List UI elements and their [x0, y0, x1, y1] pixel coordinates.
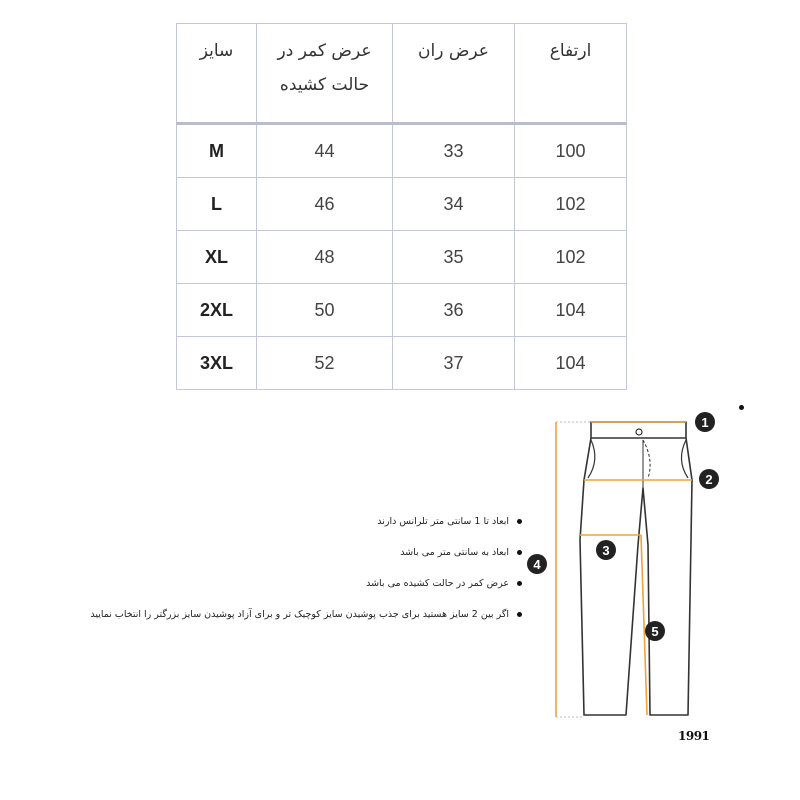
- marker-5-label: 5: [651, 624, 659, 639]
- cell-size: 2XL: [177, 284, 257, 337]
- cell-thigh: 35: [393, 231, 515, 284]
- header-size: سایز: [177, 24, 257, 124]
- note-text: ابعاد تا 1 سانتی متر تلرانس دارند: [377, 516, 509, 527]
- marker-3-label: 3: [602, 543, 610, 558]
- cell-height: 100: [515, 124, 627, 178]
- marker-3: [596, 540, 616, 560]
- marker-4-label: 4: [533, 557, 541, 572]
- header-waist-line1: عرض کمر در: [277, 41, 372, 61]
- cell-thigh: 37: [393, 337, 515, 390]
- cell-waist: 48: [257, 231, 393, 284]
- cell-waist: 50: [257, 284, 393, 337]
- note-text: ابعاد به سانتی متر می باشد: [400, 547, 509, 558]
- cell-height: 102: [515, 178, 627, 231]
- cell-thigh: 34: [393, 178, 515, 231]
- header-height: ارتفاع: [515, 24, 627, 124]
- marker-2: [699, 469, 719, 489]
- cell-thigh: 36: [393, 284, 515, 337]
- marker-2-label: 2: [705, 472, 713, 487]
- marker-1: [695, 412, 715, 432]
- cell-size: L: [177, 178, 257, 231]
- header-thigh: عرض ران: [393, 24, 515, 124]
- measurement-lines: [556, 422, 692, 717]
- cell-waist: 44: [257, 124, 393, 178]
- cell-size: M: [177, 124, 257, 178]
- brand-logo: 1991: [678, 729, 710, 743]
- note-text: عرض کمر در حالت کشیده می باشد: [366, 578, 509, 589]
- cell-thigh: 33: [393, 124, 515, 178]
- cell-waist: 52: [257, 337, 393, 390]
- cell-height: 102: [515, 231, 627, 284]
- pants-outline-icon: [580, 422, 692, 715]
- cell-size: 3XL: [177, 337, 257, 390]
- cell-height: 104: [515, 337, 627, 390]
- marker-1-label: 1: [701, 415, 709, 430]
- marker-4: [527, 554, 547, 574]
- cell-height: 104: [515, 284, 627, 337]
- header-waist-line2: حالت کشیده: [279, 75, 370, 95]
- note-text: اگر بین 2 سایز هستید برای جذب پوشیدن سایز کوچیک تر و برای آزاد پوشیدن سایز بزرگتر را انتخاب نمایید: [90, 609, 509, 620]
- marker-5: [645, 621, 665, 641]
- cell-size: XL: [177, 231, 257, 284]
- cell-waist: 46: [257, 178, 393, 231]
